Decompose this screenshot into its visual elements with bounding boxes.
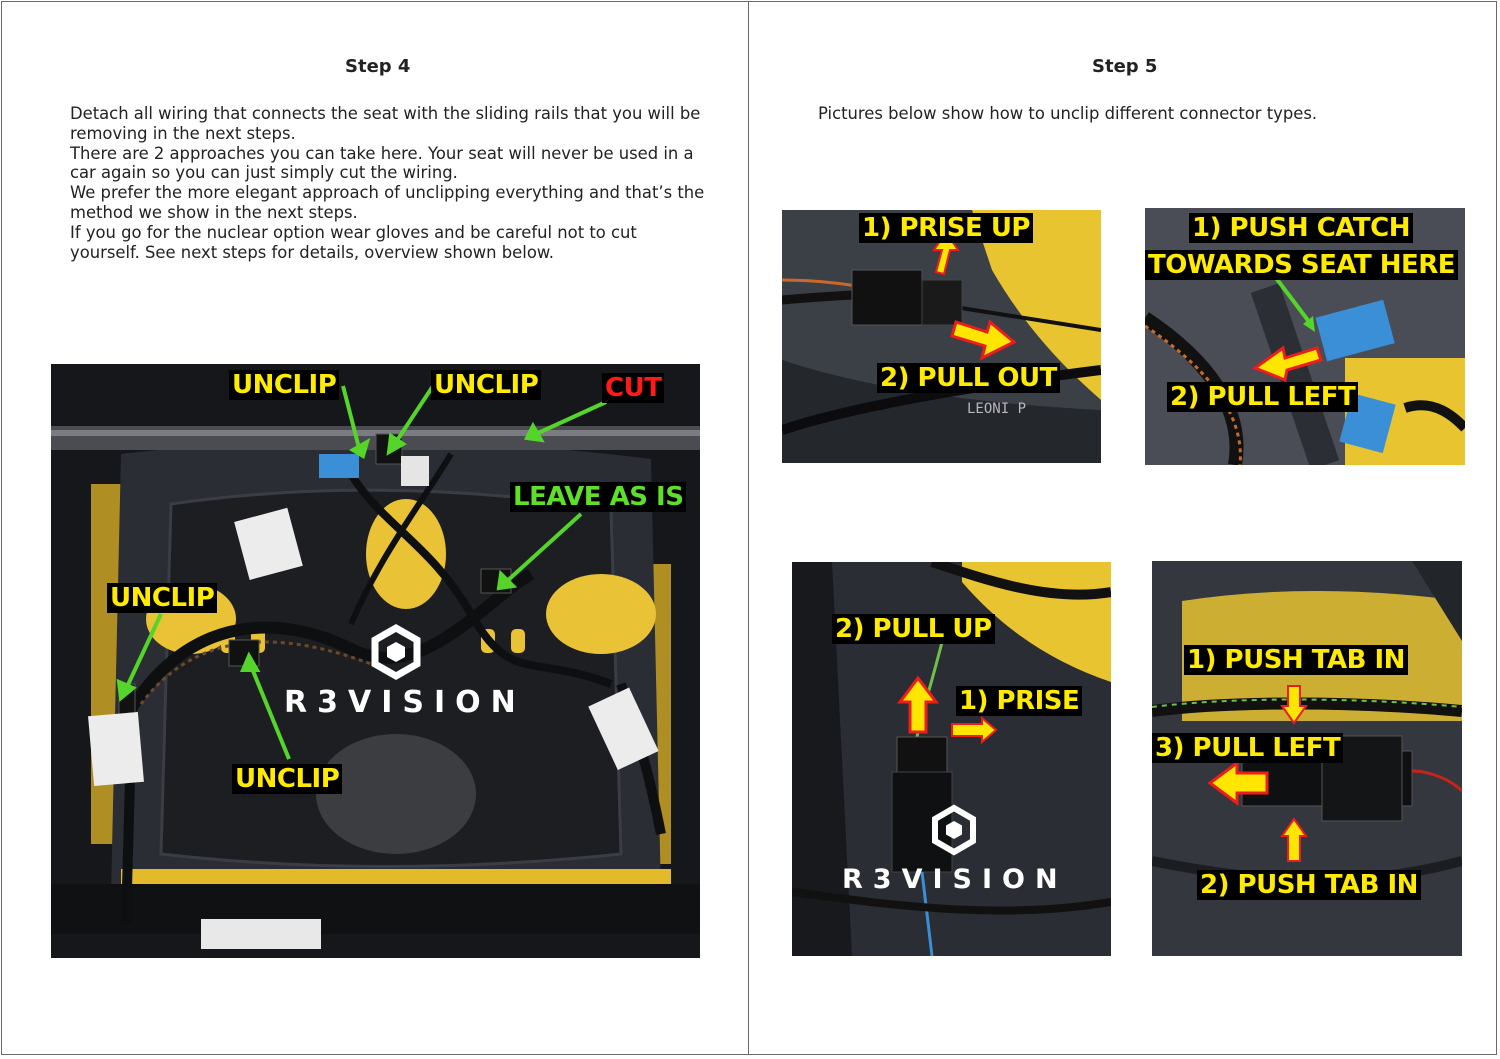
- connector-photo-blue-catch: [1145, 208, 1465, 465]
- label-push-catch: 1) PUSH CATCH: [1189, 213, 1413, 243]
- step-5-title: Step 5: [1092, 56, 1158, 77]
- seat-wiring-overview-photo: [51, 364, 700, 958]
- label-push-tab-in-1: 1) PUSH TAB IN: [1184, 645, 1408, 675]
- label-unclip-bottom: UNCLIP: [232, 764, 342, 794]
- paragraph: We prefer the more elegant approach of unclipping everything and that’s the method we show in the next steps.: [70, 183, 705, 222]
- paragraph: Detach all wiring that connects the seat with the sliding rails that you will be removing in the next steps.: [70, 104, 701, 143]
- label-unclip-top-left: UNCLIP: [229, 370, 339, 400]
- page-divider: [748, 2, 749, 1055]
- connector-photo-1-illustration: [782, 210, 1101, 463]
- connector-photo-push-tab: [1152, 561, 1462, 956]
- label-pull-left: 2) PULL LEFT: [1167, 382, 1358, 412]
- leoni-stamp: LEONI P: [967, 401, 1027, 417]
- connector-photo-2-illustration: [1145, 208, 1465, 465]
- brand-watermark: R3VISION: [284, 685, 526, 720]
- step-5-instructions: Pictures below show how to unclip different connector types.: [818, 104, 1318, 123]
- step-4-instructions: [70, 104, 710, 262]
- connector-photo-pull-up: [792, 562, 1111, 956]
- label-pull-left: 3) PULL LEFT: [1152, 733, 1343, 763]
- step-4-title: Step 4: [345, 56, 411, 77]
- label-unclip-top-right: UNCLIP: [431, 370, 541, 400]
- label-pull-up: 2) PULL UP: [832, 614, 995, 644]
- connector-photo-prise-up: [782, 210, 1101, 463]
- label-push-tab-in-2: 2) PUSH TAB IN: [1197, 870, 1421, 900]
- label-unclip-left: UNCLIP: [107, 583, 217, 613]
- label-prise: 1) PRISE: [956, 686, 1082, 716]
- seat-photo-illustration: [51, 364, 700, 958]
- label-prise-up: 1) PRISE UP: [859, 213, 1033, 243]
- label-cut: CUT: [602, 373, 664, 403]
- label-leave-as-is: LEAVE AS IS: [510, 482, 686, 512]
- paragraph: If you go for the nuclear option wear gloves and be careful not to cut yourself. See next steps for details, overview shown below.: [70, 222, 637, 262]
- label-towards-seat: TOWARDS SEAT HERE: [1145, 250, 1458, 280]
- paragraph: There are 2 approaches you can take here. Your seat will never be used in a car again so you can just simply cut the wiring.: [70, 143, 694, 183]
- label-pull-out: 2) PULL OUT: [877, 363, 1060, 393]
- brand-watermark: R3VISION: [842, 864, 1068, 895]
